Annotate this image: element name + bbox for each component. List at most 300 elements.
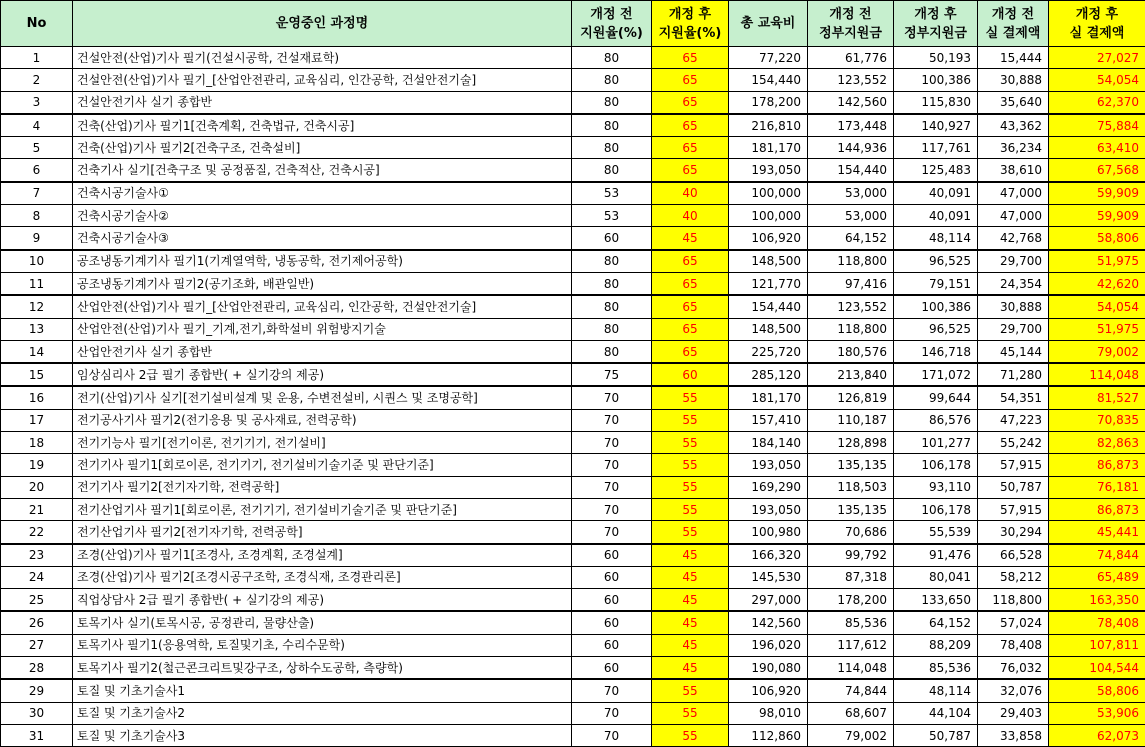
header-no: No <box>1 1 73 47</box>
header-gov-after: 개정 후 정부지원금 <box>894 1 978 47</box>
cell-total-fee: 297,000 <box>729 589 808 612</box>
cell-total-fee: 196,020 <box>729 634 808 656</box>
cell-gov-after: 64,152 <box>894 611 978 634</box>
cell-gov-after: 96,525 <box>894 250 978 273</box>
cell-no: 16 <box>1 386 73 409</box>
cell-course-name: 직업상담사 2급 필기 종합반( + 실기강의 제공) <box>73 589 572 612</box>
cell-rate-after: 55 <box>652 409 729 431</box>
cell-rate-after: 65 <box>652 340 729 363</box>
cell-pay-before: 36,234 <box>978 137 1049 159</box>
cell-gov-after: 146,718 <box>894 340 978 363</box>
cell-course-name: 전기(산업)기사 실기[전기설비설계 및 운용, 수변전설비, 시퀀스 및 조명공학] <box>73 386 572 409</box>
cell-pay-after: 70,835 <box>1049 409 1145 431</box>
cell-pay-after: 104,544 <box>1049 657 1145 680</box>
cell-course-name: 건축(산업)기사 필기1[건축계획, 건축법규, 건축시공] <box>73 114 572 137</box>
cell-pay-before: 38,610 <box>978 159 1049 182</box>
cell-gov-after: 96,525 <box>894 318 978 340</box>
cell-pay-before: 47,000 <box>978 205 1049 227</box>
cell-gov-after: 133,650 <box>894 589 978 612</box>
cell-pay-before: 30,888 <box>978 69 1049 91</box>
cell-pay-before: 32,076 <box>978 679 1049 702</box>
cell-rate-before: 60 <box>572 611 652 634</box>
cell-rate-after: 45 <box>652 227 729 250</box>
cell-course-name: 건축기사 실기[건축구조 및 공정품질, 건축적산, 건축시공] <box>73 159 572 182</box>
cell-rate-before: 70 <box>572 454 652 476</box>
cell-total-fee: 181,170 <box>729 137 808 159</box>
cell-gov-after: 125,483 <box>894 159 978 182</box>
table-row <box>1 521 1145 544</box>
table-row <box>1 611 1145 634</box>
cell-rate-after: 45 <box>652 657 729 680</box>
cell-no: 20 <box>1 476 73 498</box>
cell-rate-after: 45 <box>652 544 729 567</box>
cell-pay-before: 118,800 <box>978 589 1049 612</box>
cell-rate-before: 75 <box>572 363 652 386</box>
cell-no: 17 <box>1 409 73 431</box>
cell-pay-before: 35,640 <box>978 91 1049 114</box>
cell-pay-before: 15,444 <box>978 47 1049 69</box>
cell-course-name: 조경(산업)기사 필기2[조경시공구조학, 조경식재, 조경관리론] <box>73 566 572 588</box>
cell-course-name: 임상심리사 2급 필기 종합반( + 실기강의 제공) <box>73 363 572 386</box>
cell-course-name: 건축시공기술사② <box>73 205 572 227</box>
cell-pay-after: 67,568 <box>1049 159 1145 182</box>
cell-course-name: 토목기사 필기1(응용역학, 토질및기초, 수리수문학) <box>73 634 572 656</box>
cell-gov-after: 50,787 <box>894 724 978 746</box>
cell-rate-after: 45 <box>652 634 729 656</box>
cell-rate-before: 80 <box>572 340 652 363</box>
cell-rate-after: 55 <box>652 386 729 409</box>
cell-course-name: 전기산업기사 필기1[회로이론, 전기기기, 전기설비기술기준 및 판단기준] <box>73 498 572 520</box>
cell-total-fee: 157,410 <box>729 409 808 431</box>
cell-pay-after: 86,873 <box>1049 498 1145 520</box>
cell-pay-before: 66,528 <box>978 544 1049 567</box>
cell-rate-after: 65 <box>652 91 729 114</box>
cell-gov-before: 118,800 <box>808 318 894 340</box>
cell-no: 27 <box>1 634 73 656</box>
cell-rate-after: 60 <box>652 363 729 386</box>
cell-no: 6 <box>1 159 73 182</box>
table-row <box>1 409 1145 431</box>
cell-pay-before: 24,354 <box>978 272 1049 295</box>
cell-total-fee: 77,220 <box>729 47 808 69</box>
cell-gov-before: 135,135 <box>808 498 894 520</box>
cell-gov-before: 144,936 <box>808 137 894 159</box>
cell-rate-before: 70 <box>572 432 652 454</box>
cell-gov-after: 106,178 <box>894 498 978 520</box>
cell-course-name: 건축시공기술사① <box>73 182 572 205</box>
cell-pay-after: 78,408 <box>1049 611 1145 634</box>
cell-rate-before: 70 <box>572 409 652 431</box>
cell-total-fee: 106,920 <box>729 679 808 702</box>
cell-pay-after: 81,527 <box>1049 386 1145 409</box>
cell-pay-after: 59,909 <box>1049 205 1145 227</box>
cell-total-fee: 169,290 <box>729 476 808 498</box>
cell-no: 31 <box>1 724 73 746</box>
table-row <box>1 159 1145 182</box>
table-row <box>1 250 1145 273</box>
cell-rate-after: 40 <box>652 205 729 227</box>
cell-gov-before: 64,152 <box>808 227 894 250</box>
cell-rate-before: 80 <box>572 295 652 318</box>
cell-rate-before: 60 <box>572 566 652 588</box>
cell-course-name: 건설안전(산업)기사 필기_[산업안전관리, 교육심리, 인간공학, 건설안전기술] <box>73 69 572 91</box>
cell-rate-after: 55 <box>652 521 729 544</box>
cell-gov-after: 91,476 <box>894 544 978 567</box>
cell-rate-after: 65 <box>652 318 729 340</box>
cell-gov-before: 173,448 <box>808 114 894 137</box>
cell-pay-after: 62,370 <box>1049 91 1145 114</box>
cell-course-name: 공조냉동기계기사 필기1(기계열역학, 냉동공학, 전기제어공학) <box>73 250 572 273</box>
cell-rate-before: 60 <box>572 634 652 656</box>
cell-course-name: 토목기사 실기(토목시공, 공정관리, 물량산출) <box>73 611 572 634</box>
cell-pay-after: 79,002 <box>1049 340 1145 363</box>
table-row <box>1 702 1145 724</box>
cell-pay-before: 42,768 <box>978 227 1049 250</box>
cell-gov-after: 55,539 <box>894 521 978 544</box>
cell-course-name: 건설안전(산업)기사 필기(건설시공학, 건설재료학) <box>73 47 572 69</box>
table-row <box>1 476 1145 498</box>
cell-no: 12 <box>1 295 73 318</box>
table-row <box>1 544 1145 567</box>
cell-no: 26 <box>1 611 73 634</box>
cell-total-fee: 100,000 <box>729 205 808 227</box>
cell-course-name: 전기기능사 필기[전기이론, 전기기기, 전기설비] <box>73 432 572 454</box>
cell-gov-after: 50,193 <box>894 47 978 69</box>
table-row <box>1 114 1145 137</box>
cell-pay-after: 42,620 <box>1049 272 1145 295</box>
cell-pay-before: 47,223 <box>978 409 1049 431</box>
cell-total-fee: 193,050 <box>729 159 808 182</box>
cell-no: 11 <box>1 272 73 295</box>
cell-pay-before: 50,787 <box>978 476 1049 498</box>
cell-gov-after: 100,386 <box>894 69 978 91</box>
cell-pay-before: 29,700 <box>978 250 1049 273</box>
cell-no: 5 <box>1 137 73 159</box>
cell-pay-after: 75,884 <box>1049 114 1145 137</box>
cell-pay-after: 58,806 <box>1049 227 1145 250</box>
cell-pay-after: 63,410 <box>1049 137 1145 159</box>
cell-gov-after: 86,576 <box>894 409 978 431</box>
cell-pay-after: 54,054 <box>1049 69 1145 91</box>
cell-pay-before: 43,362 <box>978 114 1049 137</box>
table-row <box>1 295 1145 318</box>
table-row <box>1 634 1145 656</box>
cell-course-name: 조경(산업)기사 필기1[조경사, 조경계획, 조경설계] <box>73 544 572 567</box>
cell-rate-before: 60 <box>572 227 652 250</box>
cell-course-name: 건축(산업)기사 필기2[건축구조, 건축설비] <box>73 137 572 159</box>
cell-no: 24 <box>1 566 73 588</box>
header-total-fee: 총 교육비 <box>729 1 808 47</box>
cell-pay-before: 78,408 <box>978 634 1049 656</box>
cell-course-name: 건설안전기사 실기 종합반 <box>73 91 572 114</box>
cell-rate-before: 70 <box>572 386 652 409</box>
cell-no: 22 <box>1 521 73 544</box>
table-row <box>1 498 1145 520</box>
cell-rate-before: 80 <box>572 159 652 182</box>
table-row <box>1 657 1145 680</box>
cell-pay-before: 30,294 <box>978 521 1049 544</box>
cell-rate-before: 60 <box>572 544 652 567</box>
cell-pay-after: 45,441 <box>1049 521 1145 544</box>
cell-no: 25 <box>1 589 73 612</box>
cell-total-fee: 148,500 <box>729 318 808 340</box>
cell-course-name: 전기공사기사 필기2(전기응용 및 공사재료, 전력공학) <box>73 409 572 431</box>
cell-pay-after: 74,844 <box>1049 544 1145 567</box>
cell-total-fee: 145,530 <box>729 566 808 588</box>
cell-rate-before: 80 <box>572 137 652 159</box>
cell-rate-after: 65 <box>652 159 729 182</box>
cell-pay-before: 54,351 <box>978 386 1049 409</box>
cell-gov-after: 48,114 <box>894 679 978 702</box>
cell-pay-after: 86,873 <box>1049 454 1145 476</box>
cell-gov-before: 118,503 <box>808 476 894 498</box>
table-row <box>1 318 1145 340</box>
table-header <box>1 1 1145 47</box>
cell-total-fee: 193,050 <box>729 498 808 520</box>
table-row <box>1 454 1145 476</box>
cell-no: 2 <box>1 69 73 91</box>
cell-gov-after: 106,178 <box>894 454 978 476</box>
cell-pay-after: 163,350 <box>1049 589 1145 612</box>
cell-gov-before: 85,536 <box>808 611 894 634</box>
cell-no: 9 <box>1 227 73 250</box>
cell-gov-after: 140,927 <box>894 114 978 137</box>
table-row <box>1 205 1145 227</box>
cell-no: 28 <box>1 657 73 680</box>
cell-pay-after: 59,909 <box>1049 182 1145 205</box>
cell-gov-before: 135,135 <box>808 454 894 476</box>
cell-total-fee: 154,440 <box>729 69 808 91</box>
cell-total-fee: 285,120 <box>729 363 808 386</box>
cell-rate-after: 55 <box>652 498 729 520</box>
cell-total-fee: 148,500 <box>729 250 808 273</box>
table-row <box>1 679 1145 702</box>
cell-gov-before: 87,318 <box>808 566 894 588</box>
table-row <box>1 47 1145 69</box>
cell-no: 30 <box>1 702 73 724</box>
header-pay-after: 개정 후 실 결제액 <box>1049 1 1145 47</box>
cell-course-name: 토질 및 기초기술사3 <box>73 724 572 746</box>
cell-gov-before: 99,792 <box>808 544 894 567</box>
cell-total-fee: 225,720 <box>729 340 808 363</box>
cell-total-fee: 121,770 <box>729 272 808 295</box>
cell-no: 7 <box>1 182 73 205</box>
cell-rate-after: 45 <box>652 611 729 634</box>
cell-rate-before: 60 <box>572 589 652 612</box>
cell-gov-after: 115,830 <box>894 91 978 114</box>
header-course-name: 운영중인 과정명 <box>73 1 572 47</box>
table-row <box>1 69 1145 91</box>
cell-pay-after: 51,975 <box>1049 318 1145 340</box>
cell-rate-after: 55 <box>652 679 729 702</box>
cell-gov-after: 100,386 <box>894 295 978 318</box>
cell-gov-after: 85,536 <box>894 657 978 680</box>
cell-course-name: 공조냉동기계기사 필기2(공기조화, 배관일반) <box>73 272 572 295</box>
cell-total-fee: 100,980 <box>729 521 808 544</box>
cell-gov-after: 101,277 <box>894 432 978 454</box>
cell-total-fee: 154,440 <box>729 295 808 318</box>
cell-course-name: 산업안전(산업)기사 필기_[산업안전관리, 교육심리, 인간공학, 건설안전기술] <box>73 295 572 318</box>
cell-rate-before: 53 <box>572 205 652 227</box>
cell-gov-before: 68,607 <box>808 702 894 724</box>
cell-gov-after: 99,644 <box>894 386 978 409</box>
table-row <box>1 589 1145 612</box>
cell-total-fee: 112,860 <box>729 724 808 746</box>
table-row <box>1 363 1145 386</box>
cell-rate-after: 65 <box>652 69 729 91</box>
table-row <box>1 91 1145 114</box>
cell-gov-after: 80,041 <box>894 566 978 588</box>
cell-rate-after: 55 <box>652 702 729 724</box>
cell-rate-before: 70 <box>572 521 652 544</box>
table-row <box>1 386 1145 409</box>
cell-gov-before: 61,776 <box>808 47 894 69</box>
cell-no: 19 <box>1 454 73 476</box>
cell-gov-before: 70,686 <box>808 521 894 544</box>
cell-total-fee: 98,010 <box>729 702 808 724</box>
table-body <box>1 47 1145 747</box>
cell-rate-after: 65 <box>652 114 729 137</box>
cell-rate-after: 40 <box>652 182 729 205</box>
cell-rate-after: 65 <box>652 250 729 273</box>
cell-gov-before: 180,576 <box>808 340 894 363</box>
cell-no: 29 <box>1 679 73 702</box>
cell-total-fee: 100,000 <box>729 182 808 205</box>
cell-pay-after: 65,489 <box>1049 566 1145 588</box>
cell-total-fee: 216,810 <box>729 114 808 137</box>
cell-rate-before: 80 <box>572 114 652 137</box>
cell-pay-before: 57,915 <box>978 454 1049 476</box>
cell-pay-after: 27,027 <box>1049 47 1145 69</box>
cell-pay-before: 76,032 <box>978 657 1049 680</box>
cell-gov-before: 110,187 <box>808 409 894 431</box>
cell-gov-before: 53,000 <box>808 182 894 205</box>
cell-gov-before: 97,416 <box>808 272 894 295</box>
cell-pay-after: 76,181 <box>1049 476 1145 498</box>
cell-gov-after: 117,761 <box>894 137 978 159</box>
cell-pay-after: 107,811 <box>1049 634 1145 656</box>
cell-no: 13 <box>1 318 73 340</box>
cell-total-fee: 178,200 <box>729 91 808 114</box>
cell-rate-after: 65 <box>652 272 729 295</box>
cell-pay-after: 53,906 <box>1049 702 1145 724</box>
cell-pay-after: 114,048 <box>1049 363 1145 386</box>
cell-gov-after: 79,151 <box>894 272 978 295</box>
cell-gov-after: 40,091 <box>894 205 978 227</box>
cell-rate-after: 55 <box>652 476 729 498</box>
cell-rate-before: 80 <box>572 250 652 273</box>
cell-gov-before: 123,552 <box>808 295 894 318</box>
cell-no: 23 <box>1 544 73 567</box>
cell-no: 18 <box>1 432 73 454</box>
cell-gov-before: 123,552 <box>808 69 894 91</box>
cell-rate-before: 70 <box>572 724 652 746</box>
cell-pay-before: 57,024 <box>978 611 1049 634</box>
cell-no: 10 <box>1 250 73 273</box>
cell-gov-before: 53,000 <box>808 205 894 227</box>
cell-rate-before: 70 <box>572 476 652 498</box>
cell-rate-after: 65 <box>652 137 729 159</box>
cell-gov-after: 40,091 <box>894 182 978 205</box>
cell-rate-after: 55 <box>652 432 729 454</box>
cell-pay-after: 54,054 <box>1049 295 1145 318</box>
cell-course-name: 건축시공기술사③ <box>73 227 572 250</box>
cell-no: 15 <box>1 363 73 386</box>
cell-gov-before: 154,440 <box>808 159 894 182</box>
cell-gov-before: 128,898 <box>808 432 894 454</box>
cell-course-name: 토질 및 기초기술사1 <box>73 679 572 702</box>
cell-no: 1 <box>1 47 73 69</box>
cell-gov-before: 114,048 <box>808 657 894 680</box>
cell-total-fee: 193,050 <box>729 454 808 476</box>
cell-rate-after: 65 <box>652 47 729 69</box>
cell-rate-before: 80 <box>572 272 652 295</box>
table-row <box>1 182 1145 205</box>
table-row <box>1 724 1145 746</box>
cell-total-fee: 181,170 <box>729 386 808 409</box>
table-row <box>1 272 1145 295</box>
cell-pay-before: 29,700 <box>978 318 1049 340</box>
cell-rate-before: 80 <box>572 47 652 69</box>
header-gov-before: 개정 전 정부지원금 <box>808 1 894 47</box>
cell-gov-after: 93,110 <box>894 476 978 498</box>
cell-rate-after: 65 <box>652 295 729 318</box>
cell-gov-before: 142,560 <box>808 91 894 114</box>
cell-pay-before: 58,212 <box>978 566 1049 588</box>
cell-course-name: 토질 및 기초기술사2 <box>73 702 572 724</box>
cell-no: 8 <box>1 205 73 227</box>
cell-course-name: 산업안전(산업)기사 필기_기계,전기,화학설비 위험방지기술 <box>73 318 572 340</box>
cell-pay-after: 51,975 <box>1049 250 1145 273</box>
table-row <box>1 432 1145 454</box>
cell-course-name: 토목기사 필기2(철근콘크리트및강구조, 상하수도공학, 측량학) <box>73 657 572 680</box>
cell-course-name: 전기기사 필기2[전기자기학, 전력공학] <box>73 476 572 498</box>
cell-gov-after: 88,209 <box>894 634 978 656</box>
cell-total-fee: 190,080 <box>729 657 808 680</box>
header-rate-before: 개정 전 지원율(%) <box>572 1 652 47</box>
cell-pay-before: 45,144 <box>978 340 1049 363</box>
cell-pay-before: 47,000 <box>978 182 1049 205</box>
header-row <box>1 1 1145 47</box>
cell-rate-before: 70 <box>572 702 652 724</box>
cell-course-name: 산업안전기사 실기 종합반 <box>73 340 572 363</box>
cell-rate-before: 80 <box>572 318 652 340</box>
table-row <box>1 566 1145 588</box>
cell-gov-before: 79,002 <box>808 724 894 746</box>
cell-total-fee: 142,560 <box>729 611 808 634</box>
cell-no: 4 <box>1 114 73 137</box>
cell-pay-after: 58,806 <box>1049 679 1145 702</box>
cell-course-name: 전기산업기사 필기2[전기자기학, 전력공학] <box>73 521 572 544</box>
cell-rate-before: 80 <box>572 69 652 91</box>
header-pay-before: 개정 전 실 결제액 <box>978 1 1049 47</box>
cell-total-fee: 166,320 <box>729 544 808 567</box>
cell-gov-after: 48,114 <box>894 227 978 250</box>
cell-gov-before: 74,844 <box>808 679 894 702</box>
table-row <box>1 137 1145 159</box>
cell-gov-before: 213,840 <box>808 363 894 386</box>
table-row <box>1 227 1145 250</box>
cell-no: 3 <box>1 91 73 114</box>
cell-pay-after: 62,073 <box>1049 724 1145 746</box>
cell-pay-before: 57,915 <box>978 498 1049 520</box>
cell-rate-before: 80 <box>572 91 652 114</box>
cell-rate-after: 45 <box>652 566 729 588</box>
cell-rate-before: 70 <box>572 679 652 702</box>
cell-pay-after: 82,863 <box>1049 432 1145 454</box>
cell-no: 14 <box>1 340 73 363</box>
cell-pay-before: 55,242 <box>978 432 1049 454</box>
